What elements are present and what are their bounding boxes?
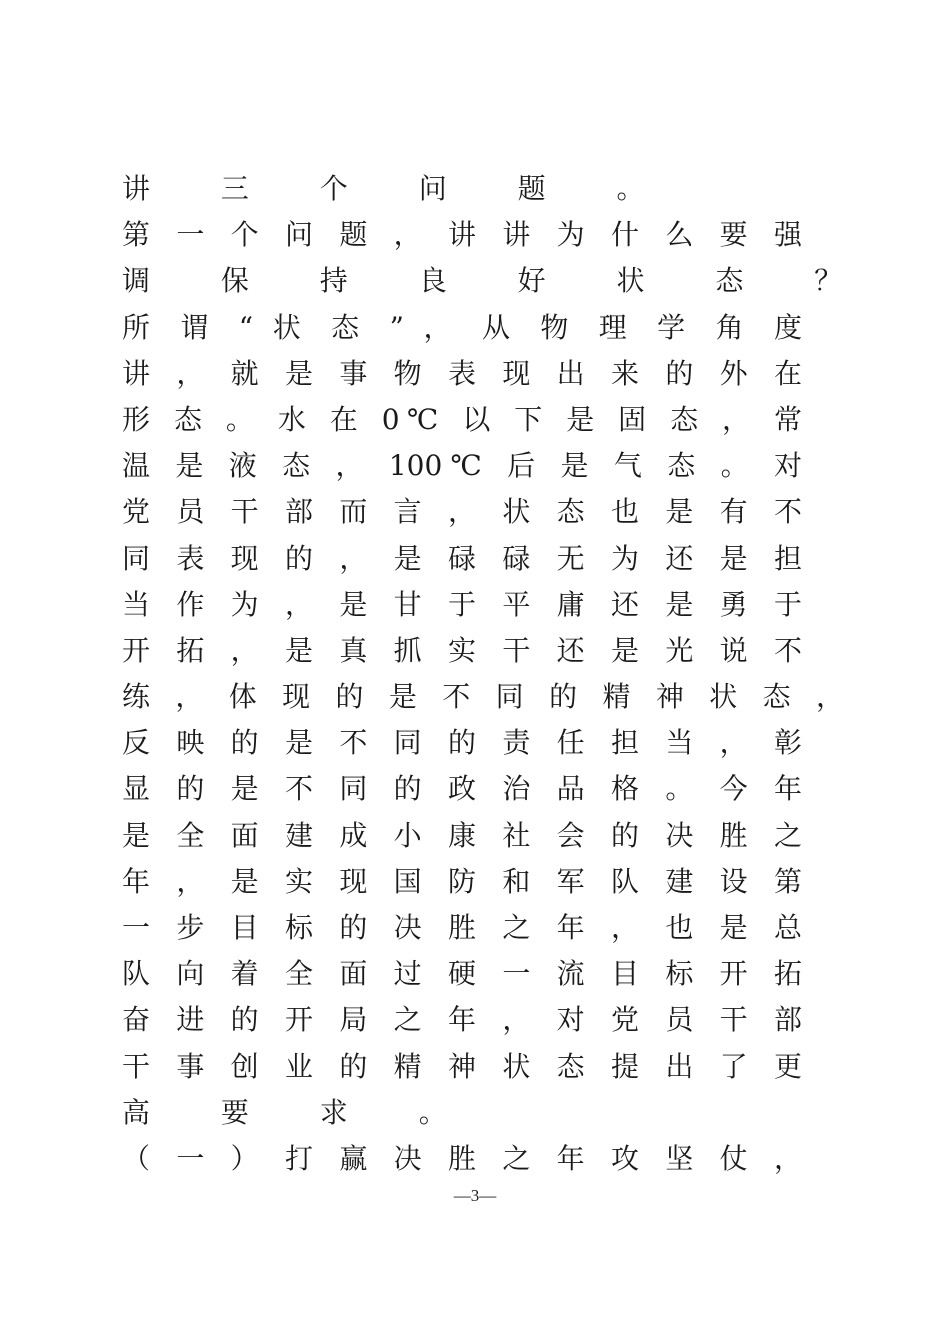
text-line: 调 保 持 良 好 状 态 ？ bbox=[122, 264, 874, 298]
text-line: 第 一 个 问 题 ， 讲 讲 为 什 么 要 强 bbox=[122, 218, 802, 252]
text-line: 讲 三 个 问 题 。 bbox=[122, 172, 676, 205]
text-line: 开 拓 ， 是 真 抓 实 干 还 是 光 说 不 bbox=[122, 633, 802, 667]
text-line: 队 向 着 全 面 过 硬 一 流 目 标 开 拓 bbox=[122, 957, 802, 991]
page-number: —3— bbox=[453, 1186, 497, 1205]
text-line: 讲 ， 就 是 事 物 表 现 出 来 的 外 在 bbox=[122, 356, 802, 390]
text-line: 同 表 现 的 ， 是 碌 碌 无 为 还 是 担 bbox=[122, 541, 802, 575]
text-line: 形 态 。 水 在 0℃ 以 下 是 固 态 ， 常 bbox=[122, 402, 802, 436]
text-line: 奋 进 的 开 局 之 年 ， 对 党 员 干 部 bbox=[122, 1003, 802, 1037]
text-line: 所 谓 “ 状 态 ” ， 从 物 理 学 角 度 bbox=[122, 310, 802, 344]
text-line: 一 步 目 标 的 决 胜 之 年 ， 也 是 总 bbox=[122, 911, 802, 944]
text-line: 年 ， 是 实 现 国 防 和 军 队 建 设 第 bbox=[122, 864, 802, 898]
text-line: （ 一 ） 打 赢 决 胜 之 年 攻 坚 仗 ， bbox=[122, 1141, 802, 1175]
text-line: 党 员 干 部 而 言 ， 状 态 也 是 有 不 bbox=[122, 495, 802, 529]
text-line: 反 映 的 是 不 同 的 责 任 担 当 ， 彰 bbox=[122, 726, 802, 760]
text-line: 练 ， 体 现 的 是 不 同 的 精 神 状 态 ， bbox=[122, 680, 844, 714]
text-line: 显 的 是 不 同 的 政 治 品 格 。 今 年 bbox=[122, 772, 802, 806]
body-text bbox=[122, 166, 874, 1182]
text-line: 干 事 创 业 的 精 神 状 态 提 出 了 更 bbox=[122, 1049, 802, 1083]
text-line: 当 作 为 ， 是 甘 于 平 庸 还 是 勇 于 bbox=[122, 587, 802, 621]
text-line: 高 要 求 。 bbox=[122, 1095, 478, 1129]
text-line: 温 是 液 态 ， 100℃ 后 是 气 态 。 对 bbox=[122, 449, 802, 483]
text-line: 是 全 面 建 成 小 康 社 会 的 决 胜 之 bbox=[122, 818, 802, 852]
